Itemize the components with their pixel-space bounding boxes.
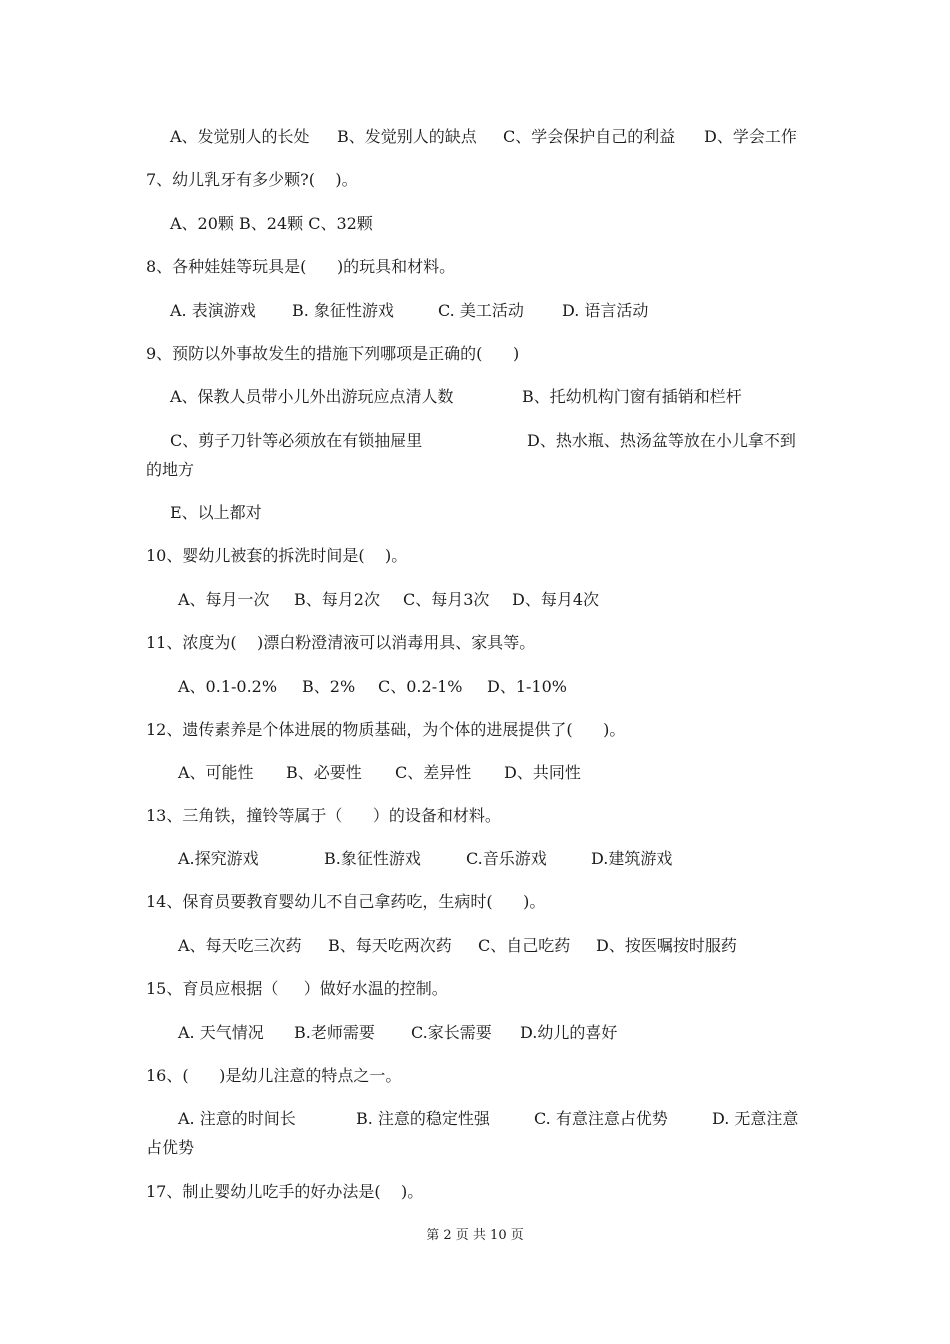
q10-option-c: C、每月3次 xyxy=(403,590,490,609)
q12-option-a: A、可能性 xyxy=(178,763,254,782)
q6-option-c: C、学会保护自己的利益 xyxy=(503,127,676,146)
q16-option-a: A. 注意的时间长 xyxy=(178,1109,296,1128)
q13-option-d: D.建筑游戏 xyxy=(591,849,673,868)
q14-option-d: D、按医嘱按时服药 xyxy=(596,936,737,955)
q14-stem: 14、保育员要教育婴幼儿不自己拿药吃，生病时( )。 xyxy=(146,892,546,911)
q15-stem: 15、育员应根据（ ）做好水温的控制。 xyxy=(146,979,448,998)
q11-option-a: A、0.1-0.2% xyxy=(178,677,278,696)
q8-stem: 8、各种娃娃等玩具是( )的玩具和材料。 xyxy=(146,257,456,276)
q16-option-d: D. 无意注意 xyxy=(712,1109,799,1128)
q10-stem: 10、婴幼儿被套的拆洗时间是( )。 xyxy=(146,546,408,565)
q11-option-d: D、1-10% xyxy=(487,677,567,696)
q15-option-c: C.家长需要 xyxy=(411,1023,492,1042)
q16-option-c: C. 有意注意占优势 xyxy=(534,1109,668,1128)
q8-option-b: B. 象征性游戏 xyxy=(292,301,394,320)
q13-option-a: A.探究游戏 xyxy=(178,849,259,868)
q10-option-b: B、每月2次 xyxy=(294,590,380,609)
q17-stem: 17、制止婴幼儿吃手的好办法是( )。 xyxy=(146,1182,424,1201)
q9-stem: 9、预防以外事故发生的措施下列哪项是正确的( ) xyxy=(146,344,520,363)
q13-stem: 13、三角铁，撞铃等属于（ ）的设备和材料。 xyxy=(146,806,501,825)
q12-option-b: B、必要性 xyxy=(286,763,362,782)
q7-stem: 7、幼儿乳牙有多少颗?( )。 xyxy=(146,170,358,189)
q11-option-b: B、2% xyxy=(302,677,356,696)
q8-option-c: C. 美工活动 xyxy=(438,301,524,320)
q14-option-b: B、每天吃两次药 xyxy=(328,936,452,955)
q8-option-d: D. 语言活动 xyxy=(562,301,649,320)
page-footer: 第 2 页 共 10 页 xyxy=(426,1228,524,1243)
q8-option-a: A. 表演游戏 xyxy=(170,301,256,320)
q16-stem: 16、( )是幼儿注意的特点之一。 xyxy=(146,1066,402,1085)
q12-option-d: D、共同性 xyxy=(504,763,581,782)
q13-option-b: B.象征性游戏 xyxy=(324,849,421,868)
q6-option-b: B、发觉别人的缺点 xyxy=(337,127,477,146)
q13-option-c: C.音乐游戏 xyxy=(466,849,547,868)
q15-option-a: A. 天气情况 xyxy=(178,1023,264,1042)
q11-option-c: C、0.2-1% xyxy=(378,677,463,696)
q12-stem: 12、遗传素养是个体进展的物质基础，为个体的进展提供了( )。 xyxy=(146,720,626,739)
q9-option-e: E、以上都对 xyxy=(170,503,262,522)
q11-stem: 11、浓度为( )漂白粉澄清液可以消毒用具、家具等。 xyxy=(146,633,536,652)
q15-option-b: B.老师需要 xyxy=(294,1023,375,1042)
q16-option-d-cont: 占优势 xyxy=(146,1138,195,1157)
q12-option-c: C、差异性 xyxy=(395,763,472,782)
q9-option-a: A、保教人员带小儿外出游玩应点清人数 xyxy=(170,387,454,406)
q9-option-b: B、托幼机构门窗有插销和栏杆 xyxy=(522,387,742,406)
q16-option-b: B. 注意的稳定性强 xyxy=(356,1109,490,1128)
q6-option-d: D、学会工作 xyxy=(704,127,797,146)
q10-option-a: A、每月一次 xyxy=(178,590,270,609)
q15-option-d: D.幼儿的喜好 xyxy=(520,1023,618,1042)
q7-options: A、20颗 B、24颗 C、32颗 xyxy=(170,214,373,233)
q10-option-d: D、每月4次 xyxy=(512,590,600,609)
q14-option-a: A、每天吃三次药 xyxy=(178,936,302,955)
q14-option-c: C、自己吃药 xyxy=(478,936,571,955)
q9-option-c: C、剪子刀针等必须放在有锁抽屉里 xyxy=(170,431,423,450)
q9-option-d-cont: 的地方 xyxy=(146,460,195,479)
q9-option-d: D、热水瓶、热汤盆等放在小儿拿不到 xyxy=(527,431,796,450)
q6-option-a: A、发觉别人的长处 xyxy=(170,127,310,146)
